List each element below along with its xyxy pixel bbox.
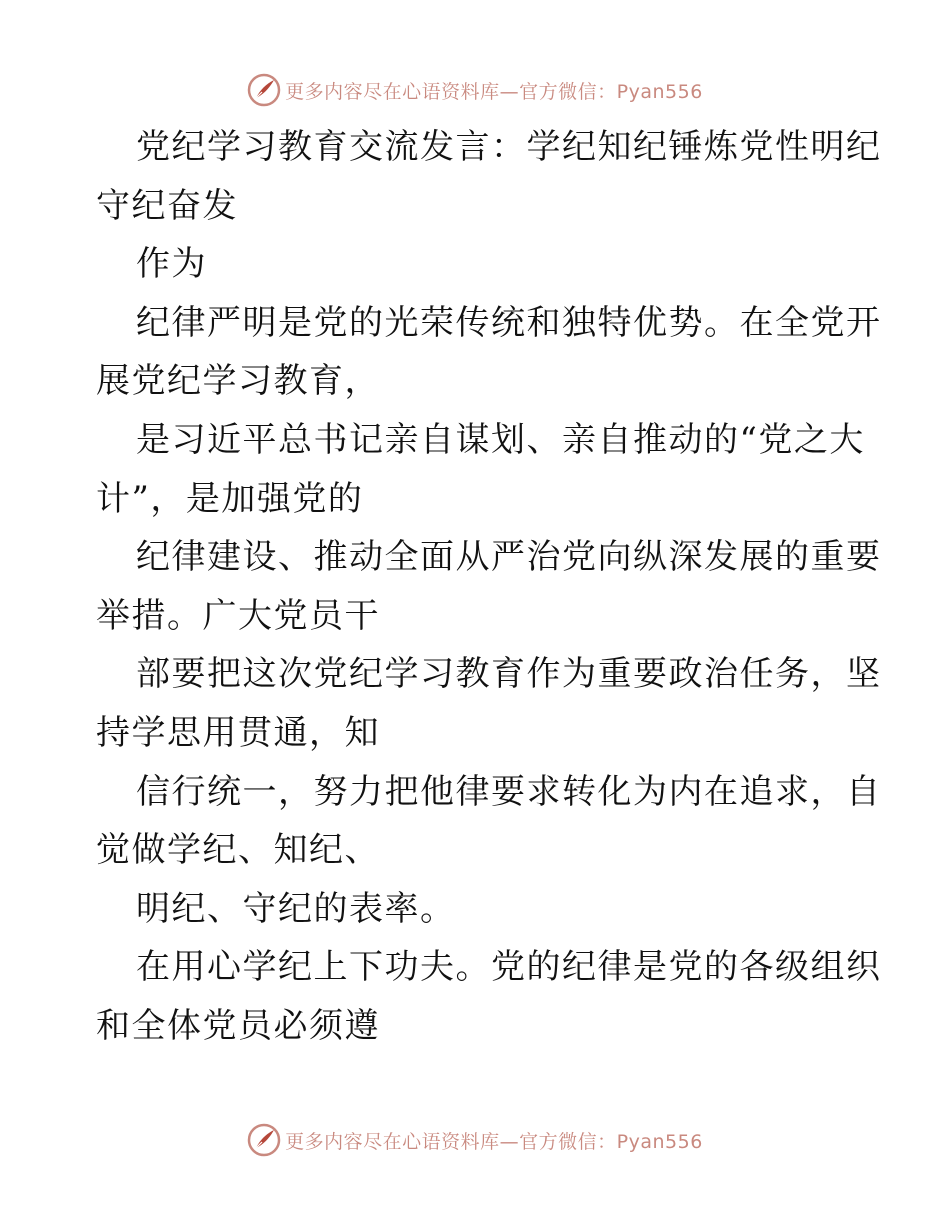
text-line: 作为 — [136, 244, 207, 285]
text-line: 是习近平总书记亲自谋划、亲自推动的“党之大 — [136, 419, 865, 460]
text-line: 举措。广大党员干 — [96, 595, 380, 636]
text-line: 持学思用贯通，知 — [96, 712, 380, 753]
text-line: 部要把这次党纪学习教育作为重要政治任务，坚 — [136, 654, 882, 695]
text-line: 展党纪学习教育， — [96, 361, 380, 402]
text-line: 信行统一，努力把他律要求转化为内在追求，自 — [136, 771, 882, 812]
text-line: 和全体党员必须遵 — [96, 1005, 380, 1046]
text-line: 守纪奋发 — [96, 185, 238, 226]
feather-pen-logo-icon — [247, 1123, 281, 1157]
document-body — [96, 118, 882, 1056]
header-watermark — [0, 72, 950, 108]
watermark-text: 更多内容尽在心语资料库—官方微信：Pyan556 — [285, 80, 703, 103]
text-line: 纪律严明是党的光荣传统和独特优势。在全党开 — [136, 302, 882, 343]
text-line: 明纪、守纪的表率。 — [136, 888, 456, 929]
text-line: 觉做学纪、知纪、 — [96, 830, 380, 871]
text-line: 在用心学纪上下功夫。党的纪律是党的各级组织 — [136, 947, 882, 988]
feather-pen-logo-icon — [247, 73, 281, 107]
text-line: 计”，是加强党的 — [96, 478, 364, 519]
footer-watermark — [0, 1122, 950, 1158]
text-line: 纪律建设、推动全面从严治党向纵深发展的重要 — [136, 537, 882, 578]
text-line: 党纪学习教育交流发言：学纪知纪锤炼党性明纪 — [136, 127, 882, 167]
watermark-text: 更多内容尽在心语资料库—官方微信：Pyan556 — [285, 1130, 703, 1153]
